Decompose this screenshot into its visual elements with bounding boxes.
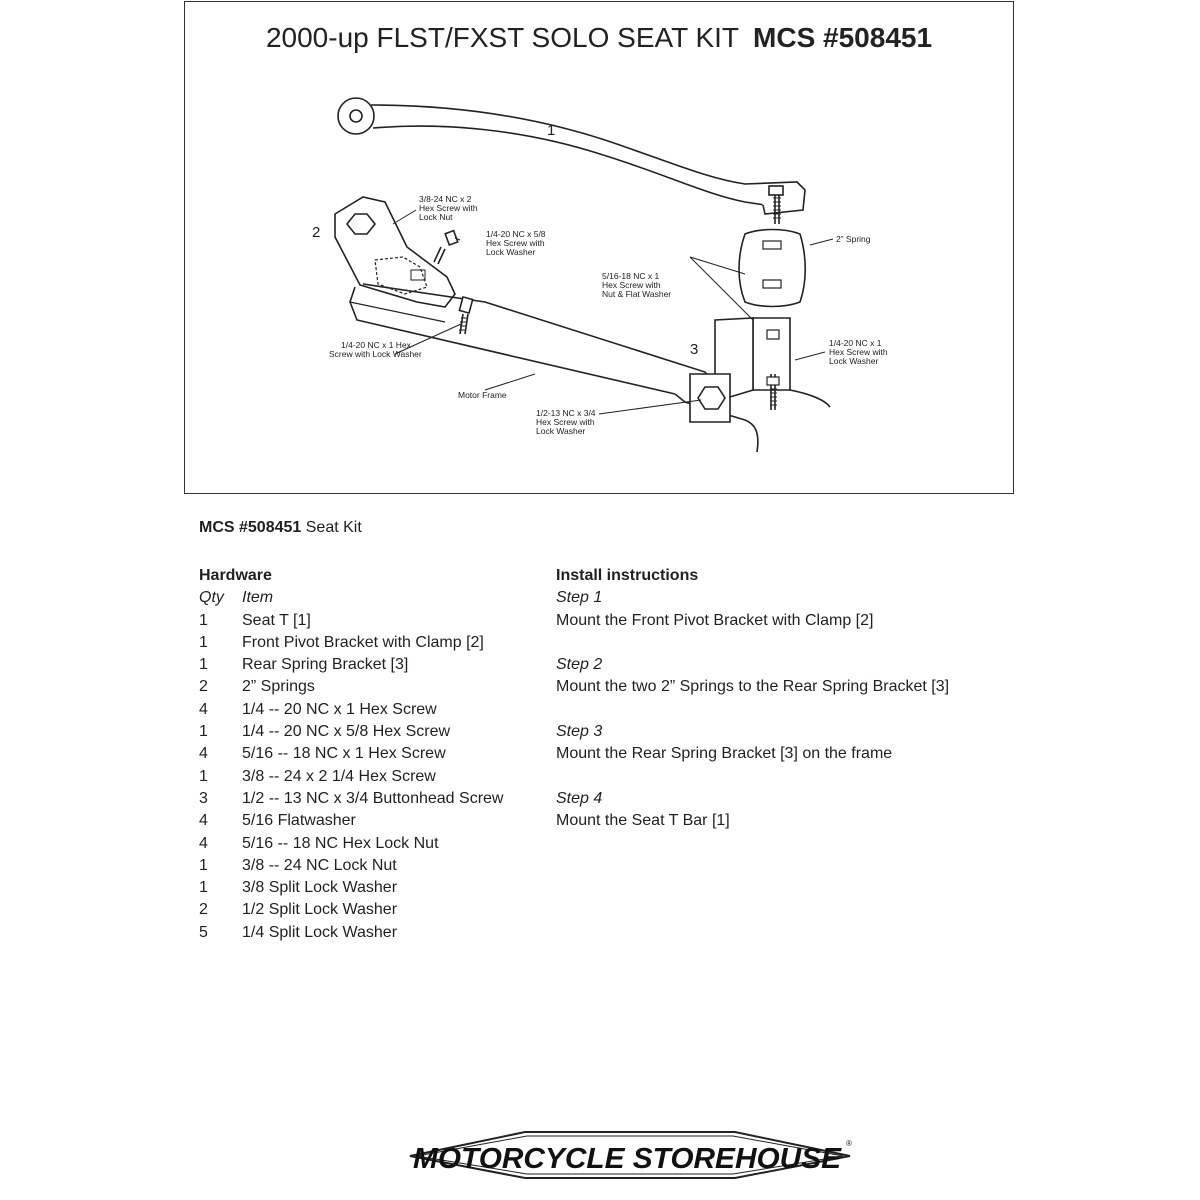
install-section — [556, 565, 1006, 855]
hardware-qty: 4 — [199, 812, 208, 830]
callout-2: 2 — [312, 224, 321, 241]
hardware-qty: 4 — [199, 700, 208, 718]
hardware-row — [199, 676, 549, 698]
install-step — [556, 587, 1006, 632]
assembly-drawing — [185, 2, 1015, 495]
hardware-item: Seat T [1] — [242, 611, 311, 629]
hardware-qty: 1 — [199, 611, 208, 629]
hardware-qty: 2 — [199, 678, 208, 696]
label-hex-12-13: 1/2-13 NC x 3/4 Hex Screw with Lock Washer — [536, 408, 596, 436]
hardware-item: 1/4 Split Lock Washer — [242, 923, 398, 941]
hardware-row — [199, 922, 549, 944]
hardware-item: 1/2 Split Lock Washer — [242, 901, 398, 919]
hardware-row — [199, 743, 549, 765]
hardware-qty: 1 — [199, 656, 208, 674]
diagram-title-part-number: MCS #508451 — [753, 22, 933, 53]
label-motor-frame: Motor Frame — [458, 390, 507, 400]
step-text: Mount the Seat T Bar [1] — [556, 812, 730, 830]
hardware-row — [199, 899, 549, 921]
hex-screw-frame-left — [459, 297, 473, 334]
kit-part-number: MCS #508451 — [199, 519, 302, 536]
hardware-item: 1/2 -- 13 NC x 3/4 Buttonhead Screw — [242, 789, 504, 807]
hardware-qty: 1 — [199, 767, 208, 785]
hardware-item: 2” Springs — [242, 678, 315, 696]
hardware-row — [199, 810, 549, 832]
hardware-row — [199, 766, 549, 788]
hardware-item: 1/4 -- 20 NC x 5/8 Hex Screw — [242, 723, 451, 741]
hardware-qty: 1 — [199, 856, 208, 874]
hardware-row — [199, 855, 549, 877]
hardware-section — [199, 565, 549, 944]
kit-name: Seat Kit — [301, 519, 362, 536]
callout-1: 1 — [547, 122, 556, 139]
hardware-row — [199, 654, 549, 676]
step-label: Step 4 — [556, 789, 603, 807]
hardware-row — [199, 699, 549, 721]
step-label: Step 1 — [556, 589, 603, 607]
hardware-qty: 1 — [199, 723, 208, 741]
hardware-qty: 5 — [199, 923, 208, 941]
hardware-row — [199, 632, 549, 654]
hardware-item: Rear Spring Bracket [3] — [242, 656, 409, 674]
install-title: Install instructions — [556, 567, 699, 584]
hardware-row — [199, 721, 549, 743]
logo-text: MOTORCYCLE STOREHOUSE — [413, 1143, 843, 1175]
label-hex-38-24: 3/8-24 NC x 2 Hex Screw with Lock Nut — [419, 194, 478, 222]
install-step — [556, 654, 1006, 699]
hardware-qty: 2 — [199, 901, 208, 919]
hex-screw-quarter-inch-small — [434, 231, 458, 264]
hardware-item: 3/8 -- 24 NC Lock Nut — [242, 856, 397, 874]
hardware-item: 3/8 -- 24 x 2 1/4 Hex Screw — [242, 767, 436, 785]
step-label: Step 3 — [556, 723, 603, 741]
hardware-qty: 3 — [199, 789, 208, 807]
label-spring: 2” Spring — [836, 234, 871, 244]
step-label: Step 2 — [556, 656, 603, 674]
hardware-item: 5/16 -- 18 NC Hex Lock Nut — [242, 834, 439, 852]
qty-header: Qty — [199, 589, 224, 607]
step-text: Mount the two 2” Springs to the Rear Spring Bracket [3] — [556, 678, 950, 696]
kit-heading — [199, 519, 362, 537]
step-text: Mount the Front Pivot Bracket with Clamp [2] — [556, 611, 874, 629]
hardware-item: 5/16 Flatwasher — [242, 812, 356, 830]
rear-spring-bracket — [690, 318, 830, 422]
label-hex-14-20-58: 1/4-20 NC x 5/8 Hex Screw with Lock Washer — [486, 229, 546, 257]
hardware-title: Hardware — [199, 567, 272, 584]
hardware-item: 5/16 -- 18 NC x 1 Hex Screw — [242, 745, 446, 763]
seat-t-bar — [338, 98, 805, 224]
hardware-item: 1/4 -- 20 NC x 1 Hex Screw — [242, 700, 437, 718]
label-hex-516-18: 5/16-18 NC x 1 Hex Screw with Nut & Flat Washer — [602, 271, 672, 299]
registered-mark: ® — [846, 1139, 852, 1148]
label-hex-14-20-1-left: 1/4-20 NC x 1 Hex Screw with Lock Washer — [329, 340, 422, 359]
hardware-header-row — [199, 587, 549, 609]
hardware-list — [199, 610, 549, 944]
hardware-row — [199, 788, 549, 810]
hardware-qty: 1 — [199, 879, 208, 897]
hardware-qty: 4 — [199, 745, 208, 763]
hardware-row — [199, 833, 549, 855]
install-step — [556, 788, 1006, 833]
install-step — [556, 721, 1006, 766]
diagram-panel — [184, 1, 1014, 494]
hardware-row — [199, 877, 549, 899]
install-steps — [556, 587, 1006, 832]
hardware-qty: 1 — [199, 633, 208, 651]
hardware-qty: 4 — [199, 834, 208, 852]
diagram-title-text: 2000-up FLST/FXST SOLO SEAT KIT — [265, 22, 740, 53]
step-text: Mount the Rear Spring Bracket [3] on the frame — [556, 745, 893, 763]
hardware-item: Front Pivot Bracket with Clamp [2] — [242, 633, 484, 651]
hardware-item: 3/8 Split Lock Washer — [242, 879, 398, 897]
hardware-row — [199, 610, 549, 632]
motorcycle-storehouse-logo — [405, 1130, 855, 1180]
callout-3: 3 — [690, 341, 699, 358]
spring-upper — [739, 230, 805, 307]
label-hex-14-20-1-right: 1/4-20 NC x 1 Hex Screw with Lock Washer — [829, 338, 888, 366]
item-header: Item — [242, 589, 274, 607]
